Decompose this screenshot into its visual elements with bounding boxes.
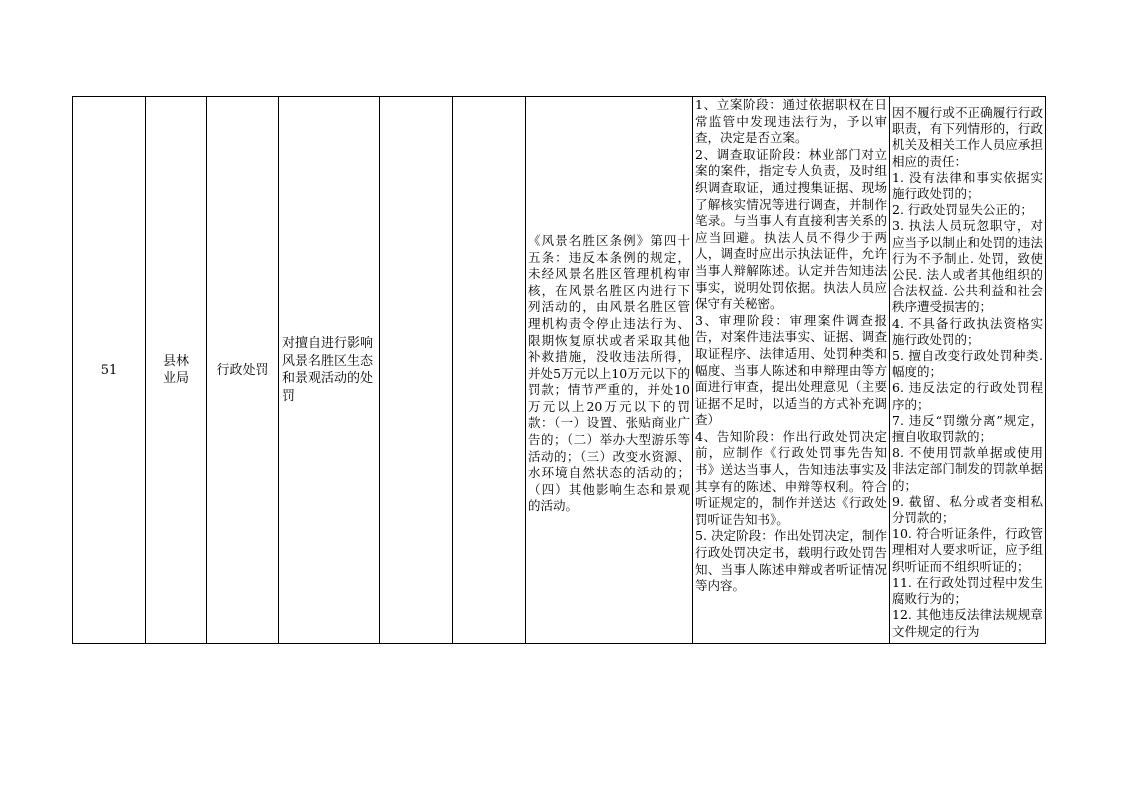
procedure-step: 2、调查取证阶段：林业部门对立案的案件，指定专人负责，及时组织调查取证，通过搜集证据、现场了解核实情况等进行调查，并制作笔录。与当事人有直接利害关系的应当回避。执法人员不得少于两人，调查时应出示执法证件，允许当事人辩解陈述。认定并告知违法事实，说明处罚依据。执法人员应保守有关秘密。 bbox=[695, 146, 887, 312]
row-number: 51 bbox=[100, 362, 118, 378]
legal-basis-cell bbox=[526, 97, 693, 644]
responsibility-item: 6. 违反法定的行政处罚程序的； bbox=[892, 380, 1043, 412]
responsibility-item: 12. 其他违反法律法规规章文件规定的行为 bbox=[892, 607, 1043, 639]
legal-basis-text: 《风景名胜区条例》第四十五条：违反本条例的规定，未经风景名胜区管理机构审核，在风景名胜区内进行下列活动的，由风景名胜区管理机构责令停止违法行为、限期恢复原状或者采取其他补救措施，没收违法所得，并处5万元以上10万元以下的罚款；情节严重的，并处10万元以上20万元以下的罚款：（一）设置、张贴商业广告的；（二）举办大型游乐等活动的；（三）改变水资源、水环境自然状态的活动的；（四）其他影响生态和景观的活动。 bbox=[528, 232, 690, 514]
row-number-cell bbox=[73, 97, 146, 644]
responsibility-intro: 因不履行或不正确履行行政职责，有下列情形的，行政机关及相关工作人员应承担相应的责任： bbox=[892, 105, 1043, 169]
sub-item-cell bbox=[380, 97, 453, 644]
empty-cell bbox=[453, 97, 526, 644]
responsibility-item: 11. 在行政处罚过程中发生腐败行为的； bbox=[892, 574, 1043, 607]
responsibility-cell bbox=[890, 97, 1046, 644]
responsibility-item: 7. 违反“罚缴分离”规定，擅自收取罚款的； bbox=[892, 412, 1043, 445]
procedure-step: 1、立案阶段：通过依据职权在日常监管中发现违法行为，予以审查，决定是否立案。 bbox=[695, 97, 887, 146]
procedure-step: 3、审理阶段：审理案件调查报告，对案件违法事实、证据、调查取证程序、法律适用、处罚种类和幅度、当事人陈述和申辩理由等方面进行审查，提出处理意见（主要证据不足时，以适当的方式补充调查） bbox=[695, 312, 887, 428]
procedure-step: 4、告知阶段：作出行政处罚决定前，应制作《行政处罚事先告知书》送达当事人，告知违法事实及其享有的陈述、申辩等权利。符合听证规定的，制作并送达《行政处罚听证告知书》。 bbox=[695, 428, 887, 527]
department-cell bbox=[146, 97, 207, 644]
table-row bbox=[73, 97, 1046, 644]
department-name: 县林业局 bbox=[162, 354, 189, 386]
responsibility-item: 10. 符合听证条件，行政管理相对人要求听证，应予组织听证而不组织听证的； bbox=[892, 526, 1043, 574]
procedure-step: 5. 决定阶段：作出处罚决定，制作行政处罚决定书，载明行政处罚告知、当事人陈述申辩或者听证情况等内容。 bbox=[695, 528, 887, 594]
responsibility-content bbox=[892, 97, 1043, 643]
responsibility-item: 9. 截留、私分或者变相私分罚款的； bbox=[892, 493, 1043, 526]
responsibility-item: 3. 执法人员玩忽职守，对应当予以制止和处罚的违法行为不予制止. 处罚，致使公民. 法人或者其他组织的合法权益. 公共利益和社会秩序遭受损害的； bbox=[892, 218, 1043, 315]
responsibility-item: 5. 擅自改变行政处罚种类. 幅度的； bbox=[892, 348, 1043, 380]
responsibility-item: 2. 行政处罚显失公正的； bbox=[892, 202, 1033, 218]
power-list-table bbox=[72, 96, 1046, 644]
power-type: 行政处罚 bbox=[216, 362, 269, 378]
responsibility-item: 4. 不具备行政执法资格实施行政处罚的； bbox=[892, 315, 1043, 347]
procedure-cell bbox=[693, 97, 890, 644]
responsibility-item: 8. 不使用罚款单据或使用非法定部门制发的罚款单据的； bbox=[892, 445, 1043, 493]
responsibility-item: 1. 没有法律和事实依据实施行政处罚的； bbox=[892, 169, 1043, 202]
procedure-content bbox=[695, 97, 887, 643]
item-name: 对擅自进行影响风景名胜区生态和景观活动的处罚 bbox=[282, 336, 374, 404]
power-type-cell bbox=[207, 97, 279, 644]
item-name-cell bbox=[279, 97, 380, 644]
